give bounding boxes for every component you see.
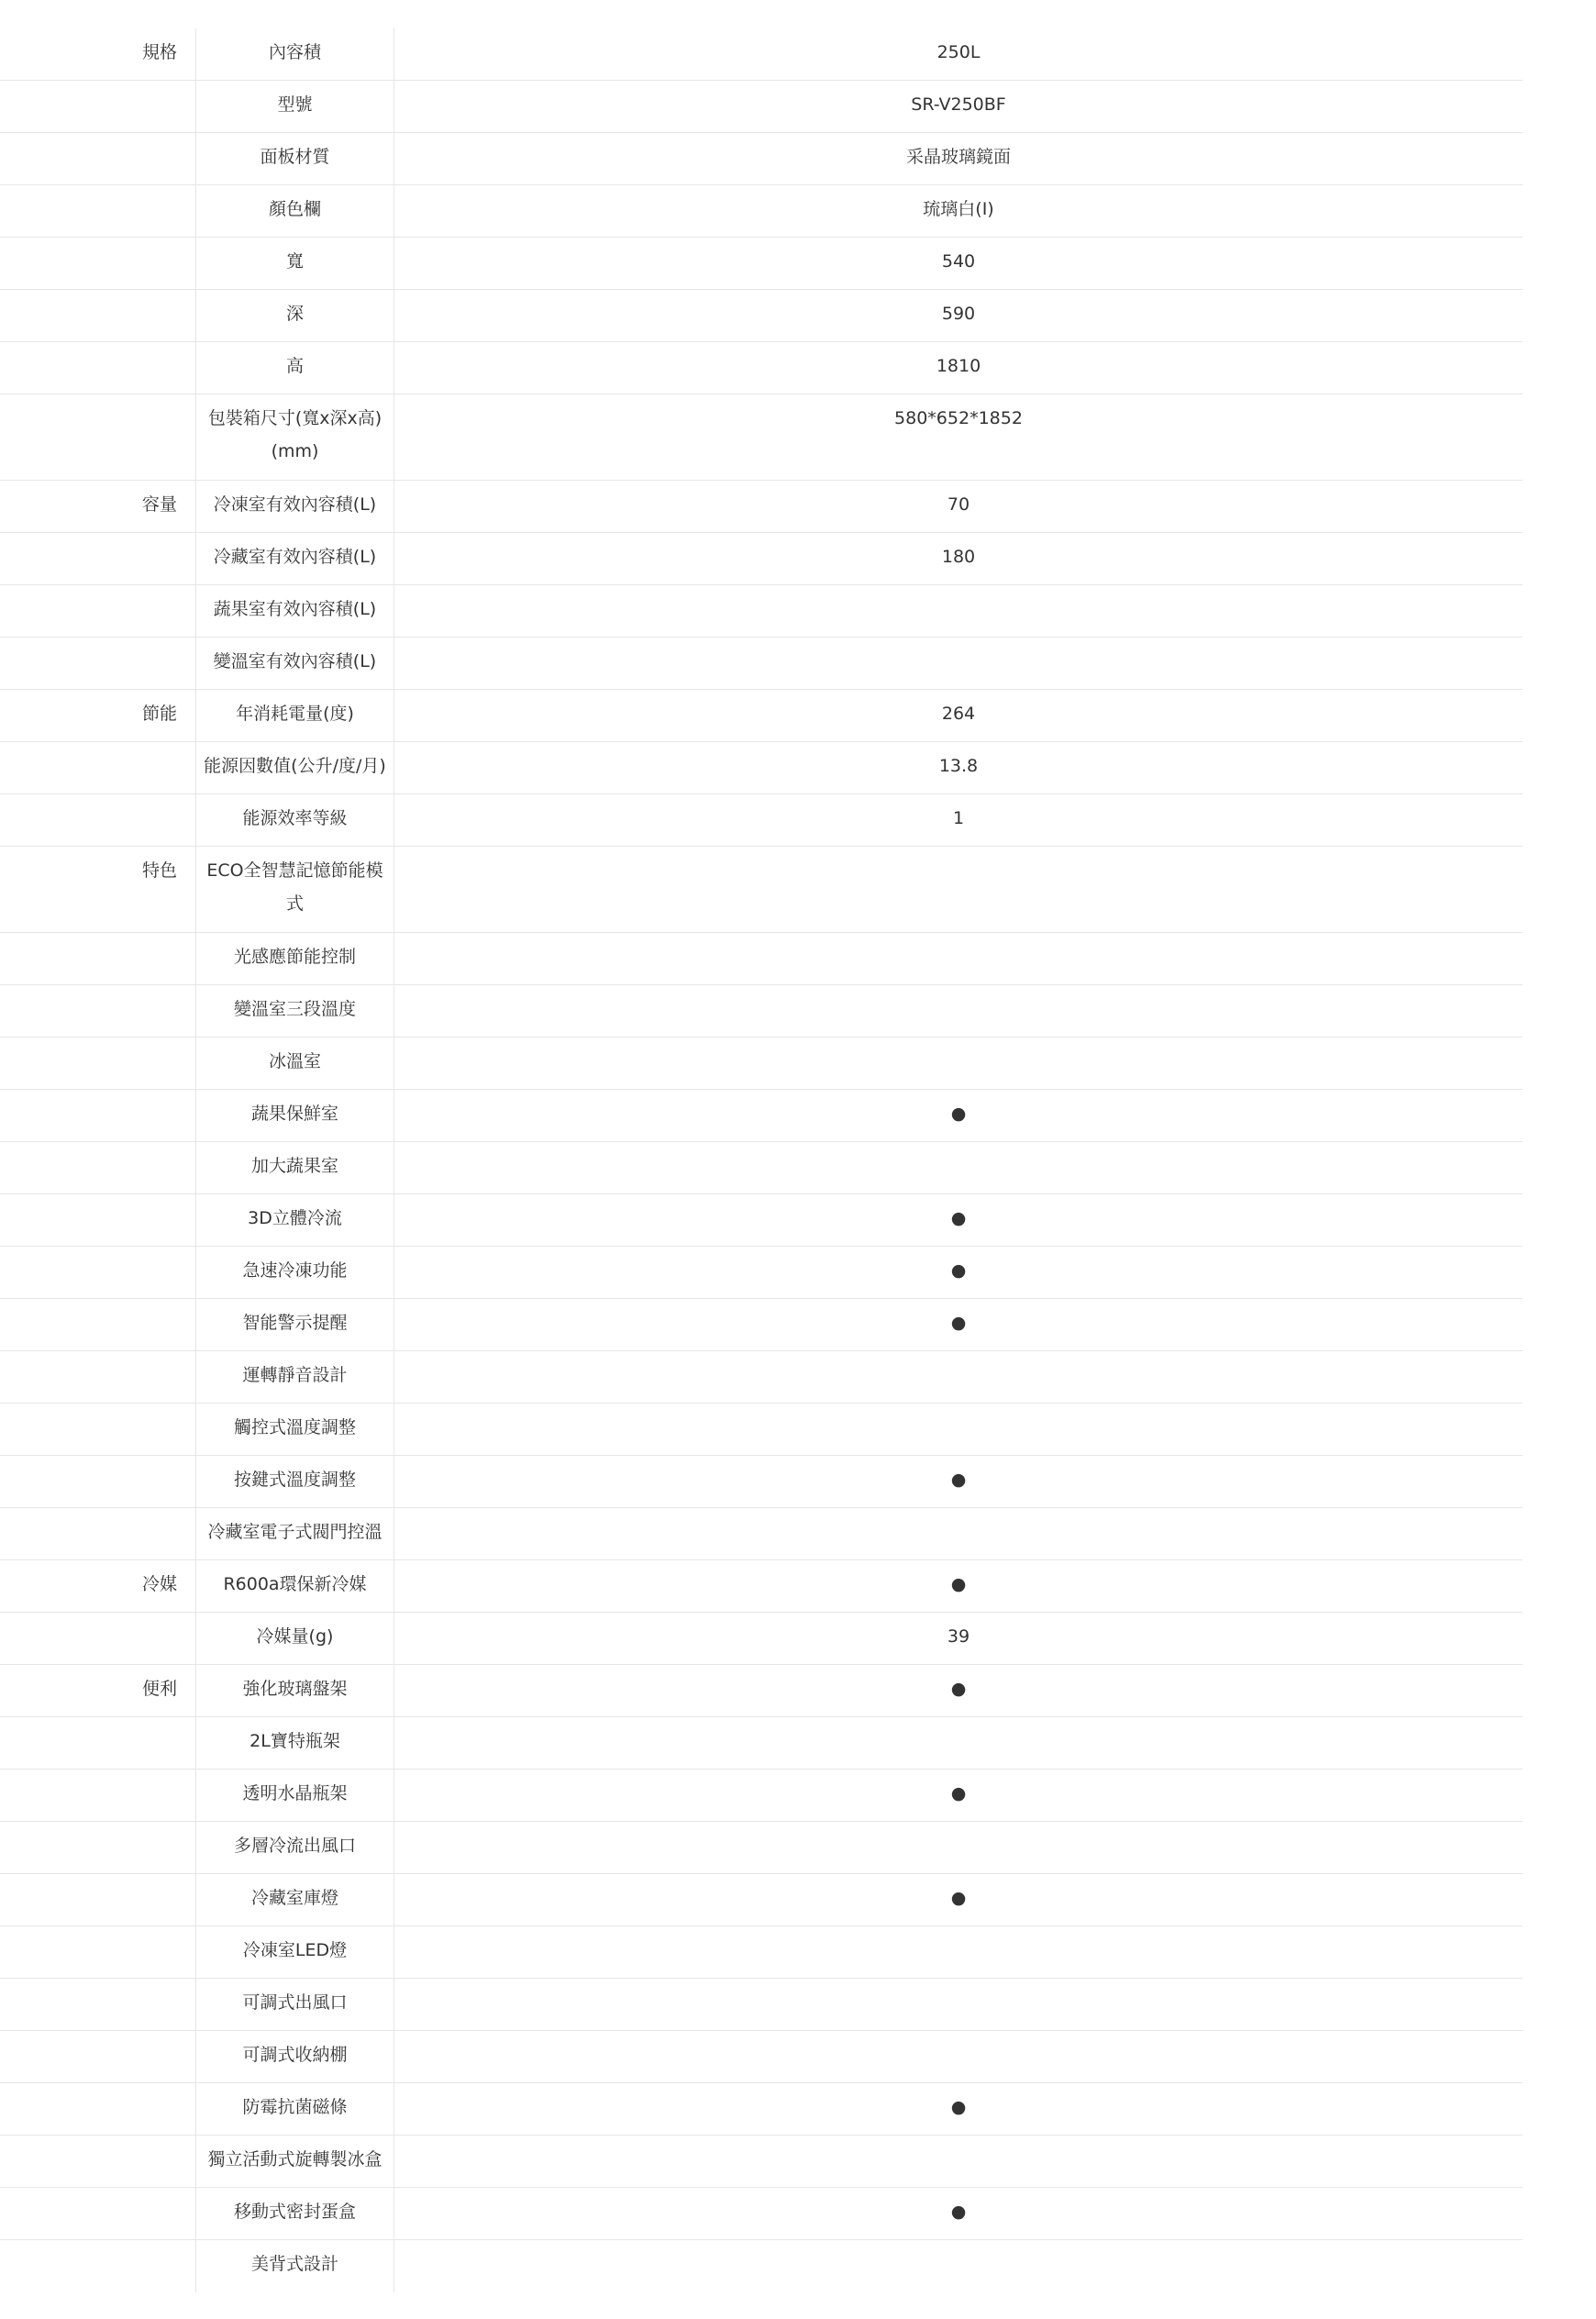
spec-value-cell: [394, 1351, 1523, 1403]
spec-value-cell: [394, 2031, 1523, 2082]
spec-label-cell: 冷藏室電子式閥門控溫: [195, 1508, 394, 1559]
spec-value-cell: ●: [950, 1679, 967, 1699]
category-cell: 冷媒: [141, 1574, 177, 1594]
category-cell: [0, 1247, 195, 1298]
category-cell: [0, 1874, 195, 1925]
spec-label-cell: 面板材質: [195, 133, 394, 184]
spec-label-cell: 冷藏室庫燈: [195, 1874, 394, 1925]
category-cell: [0, 185, 195, 237]
category-cell: 便利: [141, 1679, 177, 1699]
category-cell: [0, 933, 195, 984]
table-row: [0, 1874, 1523, 1926]
category-cell: [0, 81, 195, 132]
table-row: [0, 1142, 1523, 1194]
table-row: [0, 238, 1523, 290]
spec-label-cell: 運轉靜音設計: [195, 1351, 394, 1403]
spec-value-cell: ●: [950, 1783, 967, 1803]
spec-value-cell: 采晶玻璃鏡面: [905, 147, 1011, 167]
spec-value-cell: [394, 1404, 1523, 1455]
table-row: [0, 2031, 1523, 2083]
spec-label-cell: 防霉抗菌磁條: [195, 2083, 394, 2135]
spec-label-cell: 2L寶特瓶架: [195, 1717, 394, 1769]
table-row: [0, 1979, 1523, 2031]
category-cell: [0, 1717, 195, 1769]
table-row: [0, 638, 1523, 690]
category-cell: [0, 1037, 195, 1089]
table-row: [0, 1717, 1523, 1770]
category-cell: [0, 1822, 195, 1873]
category-cell: [0, 794, 195, 846]
spec-value-cell: ●: [950, 1208, 967, 1228]
spec-value-cell: 580*652*1852: [894, 408, 1023, 428]
spec-label-cell: 深: [195, 290, 394, 341]
spec-value-cell: 13.8: [938, 756, 979, 776]
spec-value-cell: [394, 1979, 1523, 2030]
table-row: [0, 1560, 1523, 1613]
spec-value-cell: 540: [941, 251, 976, 272]
spec-label-cell: 可調式出風口: [195, 1979, 394, 2030]
spec-value-cell: ●: [950, 1260, 967, 1281]
table-row: [0, 133, 1523, 185]
table-row: [0, 185, 1523, 238]
spec-label-cell: 急速冷凍功能: [195, 1247, 394, 1298]
spec-value-cell: ●: [950, 1313, 967, 1333]
category-cell: [0, 1456, 195, 1507]
spec-value-cell: ●: [950, 2097, 967, 2117]
spec-label-cell: 多層冷流出風口: [195, 1822, 394, 1873]
table-row: [0, 81, 1523, 133]
spec-label-cell: 透明水晶瓶架: [195, 1770, 394, 1821]
spec-label-cell: 顏色欄: [195, 185, 394, 237]
category-cell: [0, 2240, 195, 2292]
category-cell: [0, 1090, 195, 1141]
category-cell: [0, 2136, 195, 2187]
table-row: [0, 1770, 1523, 1822]
category-cell: [0, 342, 195, 394]
spec-value-cell: [394, 1037, 1523, 1089]
spec-value-cell: [394, 847, 1523, 932]
spec-label-cell: 包裝箱尺寸(寬x深x高)(mm): [195, 394, 394, 480]
spec-value-cell: ●: [950, 1888, 967, 1908]
category-cell: [0, 2083, 195, 2135]
table-row: [0, 2240, 1523, 2292]
table-row: [0, 342, 1523, 394]
table-row: [0, 794, 1523, 847]
spec-value-cell: [394, 638, 1523, 689]
spec-label-cell: 獨立活動式旋轉製冰盒: [195, 2136, 394, 2187]
spec-value-cell: [394, 1717, 1523, 1769]
spec-value-cell: 1: [952, 808, 965, 828]
category-cell: [0, 238, 195, 289]
spec-label-cell: 美背式設計: [195, 2240, 394, 2292]
table-row: [0, 394, 1523, 481]
category-cell: 節能: [141, 704, 177, 724]
category-cell: [0, 133, 195, 184]
spec-label-cell: 冷凍室LED燈: [195, 1926, 394, 1978]
spec-value-cell: 70: [947, 494, 970, 515]
spec-value-cell: 琉璃白(I): [923, 199, 994, 219]
table-row: [0, 533, 1523, 585]
spec-label-cell: 內容積: [195, 28, 394, 80]
spec-label-cell: 型號: [195, 81, 394, 132]
table-row: [0, 1090, 1523, 1142]
table-row: [0, 1194, 1523, 1247]
spec-label-cell: R600a環保新冷媒: [195, 1560, 394, 1612]
category-cell: 容量: [141, 494, 177, 515]
table-row: [0, 1508, 1523, 1560]
category-cell: [0, 1351, 195, 1403]
spec-label-cell: ECO全智慧記憶節能模式: [195, 847, 394, 932]
spec-label-cell: 光感應節能控制: [195, 933, 394, 984]
spec-value-cell: 250L: [937, 42, 981, 62]
category-cell: [0, 1299, 195, 1350]
table-row: [0, 742, 1523, 794]
table-row: [0, 1822, 1523, 1874]
category-cell: [0, 1926, 195, 1978]
category-cell: [0, 1508, 195, 1559]
spec-value-cell: [394, 2136, 1523, 2187]
spec-value-cell: [394, 1142, 1523, 1193]
category-cell: [0, 1194, 195, 1246]
table-row: [0, 1037, 1523, 1090]
spec-value-cell: [394, 585, 1523, 637]
spec-value-cell: [394, 2240, 1523, 2292]
table-row: [0, 1351, 1523, 1404]
spec-label-cell: 冷媒量(g): [195, 1613, 394, 1664]
table-row: [0, 1456, 1523, 1508]
category-cell: [0, 742, 195, 793]
table-row: [0, 933, 1523, 985]
table-row: [0, 847, 1523, 933]
category-cell: [0, 1142, 195, 1193]
spec-value-cell: [394, 1822, 1523, 1873]
table-row: [0, 585, 1523, 638]
spec-label-cell: 智能警示提醒: [195, 1299, 394, 1350]
table-row: [0, 1613, 1523, 1665]
table-row: [0, 1404, 1523, 1456]
spec-value-cell: 590: [941, 304, 976, 324]
spec-table: [0, 28, 1523, 2292]
spec-label-cell: 觸控式溫度調整: [195, 1404, 394, 1455]
spec-label-cell: 蔬果室有效內容積(L): [195, 585, 394, 637]
spec-label-cell: 移動式密封蛋盒: [195, 2188, 394, 2239]
table-row: [0, 481, 1523, 533]
spec-value-cell: ●: [950, 1470, 967, 1490]
category-cell: [0, 1979, 195, 2030]
table-row: [0, 985, 1523, 1037]
spec-label-cell: 寬: [195, 238, 394, 289]
spec-label-cell: 按鍵式溫度調整: [195, 1456, 394, 1507]
category-cell: [0, 585, 195, 637]
spec-value-cell: ●: [950, 2202, 967, 2222]
category-cell: [0, 290, 195, 341]
category-cell: [0, 2031, 195, 2082]
spec-value-cell: 39: [947, 1626, 970, 1647]
spec-label-cell: 冷凍室有效內容積(L): [195, 481, 394, 532]
table-row: [0, 1926, 1523, 1979]
spec-label-cell: 加大蔬果室: [195, 1142, 394, 1193]
spec-value-cell: ●: [950, 1574, 967, 1594]
category-cell: 特色: [141, 860, 177, 881]
category-cell: [0, 1613, 195, 1664]
table-row: [0, 1665, 1523, 1717]
category-cell: [0, 638, 195, 689]
spec-value-cell: [394, 985, 1523, 1037]
table-row: [0, 690, 1523, 742]
spec-label-cell: 變溫室有效內容積(L): [195, 638, 394, 689]
spec-value-cell: ●: [950, 1104, 967, 1124]
spec-label-cell: 冰溫室: [195, 1037, 394, 1089]
category-cell: [0, 394, 195, 480]
spec-label-cell: 冷藏室有效內容積(L): [195, 533, 394, 584]
spec-value-cell: 264: [941, 704, 976, 724]
spec-value-cell: 1810: [936, 356, 981, 376]
table-row: [0, 1247, 1523, 1299]
spec-label-cell: 能源效率等級: [195, 794, 394, 846]
table-row: [0, 2136, 1523, 2188]
table-row: [0, 2188, 1523, 2240]
category-cell: [0, 1770, 195, 1821]
spec-label-cell: 3D立體冷流: [195, 1194, 394, 1246]
spec-label-cell: 能源因數值(公升/度/月): [195, 742, 394, 793]
spec-label-cell: 強化玻璃盤架: [195, 1665, 394, 1716]
table-row: [0, 290, 1523, 342]
spec-value-cell: 180: [941, 547, 976, 567]
spec-value-cell: [394, 1926, 1523, 1978]
table-row: [0, 1299, 1523, 1351]
table-row: [0, 28, 1523, 81]
spec-label-cell: 高: [195, 342, 394, 394]
spec-label-cell: 年消耗電量(度): [195, 690, 394, 741]
spec-value-cell: [394, 1508, 1523, 1559]
spec-label-cell: 可調式收納棚: [195, 2031, 394, 2082]
category-cell: [0, 2188, 195, 2239]
table-row: [0, 2083, 1523, 2136]
category-cell: 規格: [141, 42, 177, 62]
spec-value-cell: [394, 933, 1523, 984]
category-cell: [0, 1404, 195, 1455]
spec-label-cell: 蔬果保鮮室: [195, 1090, 394, 1141]
category-cell: [0, 985, 195, 1037]
category-cell: [0, 533, 195, 584]
spec-value-cell: SR-V250BF: [911, 94, 1006, 115]
spec-label-cell: 變溫室三段溫度: [195, 985, 394, 1037]
